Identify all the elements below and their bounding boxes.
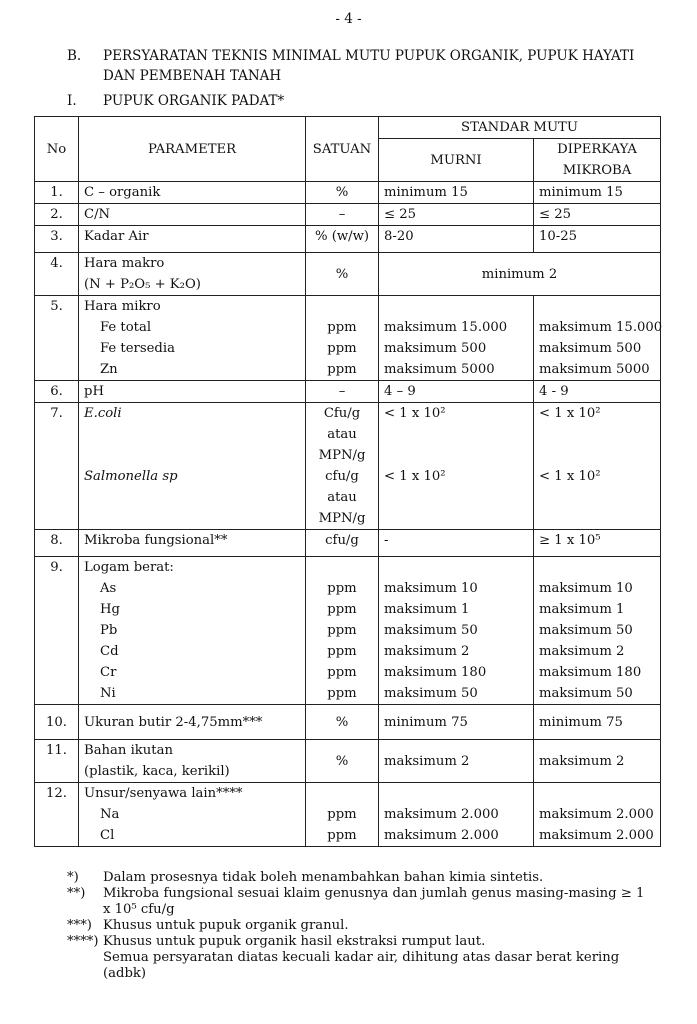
sub-satuan: ppm (327, 602, 357, 617)
footnote-text: Dalam prosesnya tidak boleh menambahkan bahan kimia sintetis. (103, 870, 544, 885)
sub-murni: maksimum 1 (384, 602, 470, 617)
table-header-row (35, 117, 661, 139)
row-parameter-title: Unsur/senyawa lain**** (84, 786, 243, 801)
row-no: 8. (35, 530, 79, 557)
row-satuan: cfu/g (306, 530, 379, 557)
row-murni: ≤ 25 (379, 204, 534, 226)
row-parameter-line2: (plastik, kaca, kerikil) (84, 764, 230, 779)
footnote-text: Khusus untuk pupuk organik granul. (103, 918, 349, 933)
unit-line: MPN/g (318, 511, 366, 526)
sub-diperkaya: maksimum 15.000 (539, 320, 663, 335)
row-murni (379, 296, 534, 381)
row-murni (379, 557, 534, 705)
header-no: No (35, 117, 79, 182)
row-parameter (79, 740, 306, 783)
table-row (35, 182, 661, 204)
sub-diperkaya: maksimum 2.000 (539, 807, 654, 822)
row-no: 6. (35, 381, 79, 403)
sub-diperkaya: maksimum 1 (539, 602, 625, 617)
row-parameter: C – organik (79, 182, 306, 204)
row-parameter: Mikroba fungsional** (79, 530, 306, 557)
row-no: 10. (35, 705, 79, 740)
value-ecoli-diperkaya: < 1 x 10² (539, 406, 601, 421)
sub-murni: maksimum 500 (384, 341, 487, 356)
footnote-text: Semua persyaratan diatas kecuali kadar air, dihitung atas dasar berat kering (adbk) (103, 950, 620, 981)
row-murni: 8-20 (379, 226, 534, 253)
row-murni: 4 – 9 (379, 381, 534, 403)
sub-parameter: As (100, 581, 117, 596)
footnote (67, 870, 647, 886)
row-parameter (79, 296, 306, 381)
row-parameter: pH (79, 381, 306, 403)
footnote-mark: ****) (67, 934, 99, 949)
footnote (67, 886, 647, 918)
row-satuan (306, 783, 379, 847)
row-parameter: C/N (79, 204, 306, 226)
sub-diperkaya: maksimum 2.000 (539, 828, 654, 843)
table-row (35, 783, 661, 847)
value-salmonella-murni: < 1 x 10² (384, 469, 446, 484)
row-parameter-line1: Hara makro (84, 256, 165, 271)
row-no: 4. (35, 253, 79, 296)
sub-murni: maksimum 50 (384, 686, 478, 701)
row-murni (379, 783, 534, 847)
sub-murni: maksimum 50 (384, 623, 478, 638)
page-number: - 4 - (335, 11, 362, 27)
footnote-text: Mikroba fungsional sesuai klaim genusnya dan jumlah genus masing-masing ≥ 1 x 10⁵ cfu/g (103, 886, 645, 917)
row-no: 5. (35, 296, 79, 381)
row-diperkaya: maksimum 2 (534, 740, 661, 783)
row-murni: - (379, 530, 534, 557)
sub-satuan: ppm (327, 341, 357, 356)
row-parameter-line1: Bahan ikutan (84, 743, 173, 758)
unit-line: atau (327, 427, 357, 442)
table-row (35, 296, 661, 381)
row-diperkaya: minimum 75 (534, 705, 661, 740)
row-parameter (79, 557, 306, 705)
sub-parameter: Zn (100, 362, 118, 377)
row-parameter-title: Hara mikro (84, 299, 161, 314)
subsection-title: PUPUK ORGANIK PADAT* (103, 93, 285, 109)
sub-satuan: ppm (327, 828, 357, 843)
table-row (35, 226, 661, 253)
section-title: PERSYARATAN TEKNIS MINIMAL MUTU PUPUK ORGANIK, PUPUK HAYATI DAN PEMBENAH TANAH (103, 48, 635, 84)
unit-line: MPN/g (318, 448, 366, 463)
header-diperkaya (534, 139, 661, 182)
row-no: 11. (35, 740, 79, 783)
footnote (67, 918, 647, 934)
organism-salmonella: Salmonella sp (84, 469, 178, 484)
sub-murni: maksimum 5000 (384, 362, 495, 377)
table-row (35, 403, 661, 530)
row-satuan (306, 557, 379, 705)
row-murni: maksimum 2 (379, 740, 534, 783)
sub-parameter: Hg (100, 602, 120, 617)
header-standar-mutu: STANDAR MUTU (379, 117, 661, 139)
subsection-heading (67, 93, 285, 109)
sub-parameter: Na (100, 807, 120, 822)
row-murni (379, 403, 534, 530)
header-diperkaya-line1: DIPERKAYA (557, 142, 637, 157)
row-no: 9. (35, 557, 79, 705)
table-row (35, 705, 661, 740)
row-parameter (79, 403, 306, 530)
row-no: 2. (35, 204, 79, 226)
row-merged-value: minimum 2 (379, 253, 661, 296)
row-diperkaya: ≥ 1 x 10⁵ (534, 530, 661, 557)
sub-parameter: Cl (100, 828, 115, 843)
sub-parameter: Pb (100, 623, 118, 638)
sub-diperkaya: maksimum 50 (539, 623, 633, 638)
row-diperkaya: minimum 15 (534, 182, 661, 204)
row-murni: minimum 15 (379, 182, 534, 204)
sub-murni: maksimum 10 (384, 581, 478, 596)
sub-diperkaya: maksimum 2 (539, 644, 625, 659)
row-satuan: % (306, 253, 379, 296)
row-diperkaya (534, 296, 661, 381)
unit-line: cfu/g (325, 469, 359, 484)
requirements-table (34, 116, 661, 847)
sub-parameter: Fe tersedia (100, 341, 175, 356)
sub-satuan: ppm (327, 807, 357, 822)
row-parameter (79, 783, 306, 847)
table-row (35, 253, 661, 296)
organism-ecoli: E.coli (84, 406, 122, 421)
row-no: 12. (35, 783, 79, 847)
sub-parameter: Cr (100, 665, 117, 680)
footnote-mark: **) (67, 886, 86, 901)
sub-murni: maksimum 2 (384, 644, 470, 659)
row-diperkaya (534, 403, 661, 530)
row-parameter: Kadar Air (79, 226, 306, 253)
sub-satuan: ppm (327, 581, 357, 596)
row-no: 1. (35, 182, 79, 204)
row-satuan: % (306, 705, 379, 740)
header-satuan: SATUAN (306, 117, 379, 182)
footnote (67, 934, 647, 950)
footnote-mark: ***) (67, 918, 92, 933)
sub-parameter: Ni (100, 686, 116, 701)
sub-diperkaya: maksimum 10 (539, 581, 633, 596)
sub-murni: maksimum 15.000 (384, 320, 508, 335)
sub-satuan: ppm (327, 320, 357, 335)
row-satuan: – (306, 381, 379, 403)
footnote-mark: *) (67, 870, 79, 885)
row-diperkaya: 4 - 9 (534, 381, 661, 403)
row-satuan: – (306, 204, 379, 226)
row-no: 3. (35, 226, 79, 253)
unit-line: atau (327, 490, 357, 505)
row-satuan: % (306, 182, 379, 204)
sub-murni: maksimum 180 (384, 665, 487, 680)
subsection-numeral: I. (67, 93, 77, 109)
table-row (35, 530, 661, 557)
unit-line: Cfu/g (323, 406, 361, 421)
sub-diperkaya: maksimum 50 (539, 686, 633, 701)
footnote (67, 950, 647, 982)
sub-murni: maksimum 2.000 (384, 807, 499, 822)
sub-diperkaya: maksimum 500 (539, 341, 642, 356)
row-parameter: Ukuran butir 2-4,75mm*** (79, 705, 306, 740)
sub-satuan: ppm (327, 665, 357, 680)
row-no: 7. (35, 403, 79, 530)
row-satuan: % (306, 740, 379, 783)
row-diperkaya: ≤ 25 (534, 204, 661, 226)
sub-satuan: ppm (327, 623, 357, 638)
sub-murni: maksimum 2.000 (384, 828, 499, 843)
value-ecoli-murni: < 1 x 10² (384, 406, 446, 421)
row-satuan (306, 403, 379, 530)
footnote-text: Khusus untuk pupuk organik hasil ekstraksi rumput laut. (103, 934, 486, 949)
row-diperkaya (534, 783, 661, 847)
sub-satuan: ppm (327, 362, 357, 377)
row-parameter-line2: (N + P₂O₅ + K₂O) (84, 277, 201, 292)
row-parameter-title: Logam berat: (84, 560, 174, 575)
row-diperkaya (534, 557, 661, 705)
table-row (35, 740, 661, 783)
sub-diperkaya: maksimum 180 (539, 665, 642, 680)
header-diperkaya-line2: MIKROBA (562, 163, 632, 178)
section-letter: B. (67, 48, 82, 64)
row-satuan (306, 296, 379, 381)
sub-parameter: Cd (100, 644, 119, 659)
row-satuan: % (w/w) (306, 226, 379, 253)
sub-parameter: Fe total (100, 320, 152, 335)
header-murni: MURNI (379, 139, 534, 182)
sub-satuan: ppm (327, 644, 357, 659)
row-parameter (79, 253, 306, 296)
value-salmonella-diperkaya: < 1 x 10² (539, 469, 601, 484)
header-parameter: PARAMETER (79, 117, 306, 182)
table-row (35, 557, 661, 705)
sub-satuan: ppm (327, 686, 357, 701)
table-row (35, 381, 661, 403)
row-murni: minimum 75 (379, 705, 534, 740)
footnotes (67, 870, 647, 982)
sub-diperkaya: maksimum 5000 (539, 362, 650, 377)
table-row (35, 204, 661, 226)
row-diperkaya: 10-25 (534, 226, 661, 253)
